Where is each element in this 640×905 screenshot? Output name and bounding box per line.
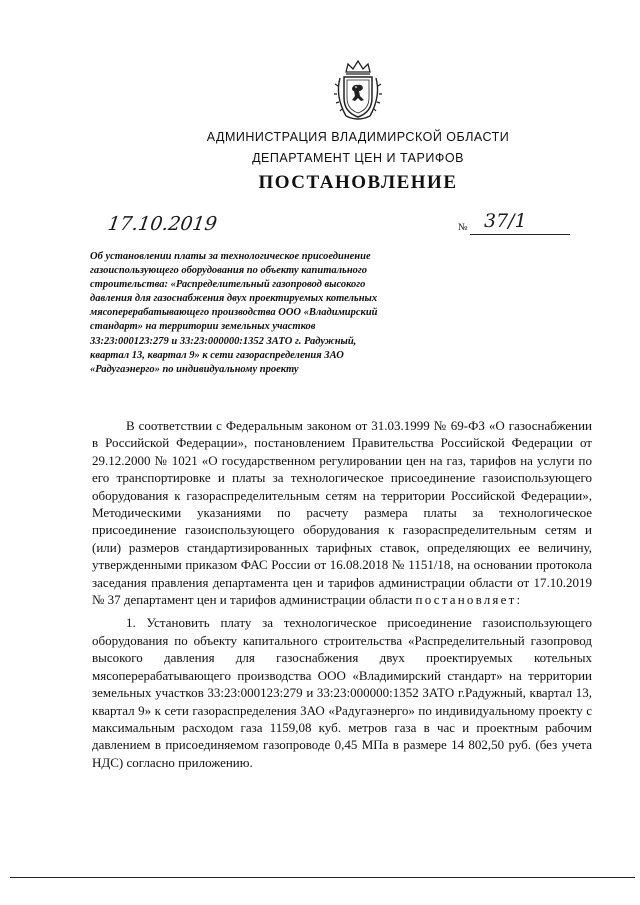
department-name: ДЕПАРТАМЕНТ ЦЕН И ТАРИФОВ [252, 151, 464, 165]
item-1-paragraph: 1. Установить плату за технологическое присоединение газоиспользующего оборудования по объекту капитального строительства «Распределительный газопровод высокого давления для газоснабжения двух проектируемых котельных мясоперерабатывающего производства ООО «Владимирский стандарт» на территории земельных участков 33:23:000123:279 и 33:23:000000:1352 ЗАТО г.Радужный, квартал 13, квартал 9» к сети газораспределения ЗАО «Радугаэнерго» по индивидуальному проекту с максимальным расходом газа 1159,08 куб. метров газа в час и проектным рабочим давлением в присоединяемом газопроводе 0,45 МПа в размере 14 802,50 руб. (без учета НДС) согласно приложению. [92, 615, 592, 770]
document-date: 17.10.2019 [106, 213, 219, 235]
document-number: 37/1 [484, 210, 527, 232]
document-subject: Об установлении платы за технологическое присоединение газоиспользующего оборудования по объекту капитального строительства: «Распределительный газопровод высокого давления для газоснабжения двух проектируемых котельных мясоперерабатывающего производства ООО «Владимирский стандарт» на территории земельных участков 33:23:000123:279 и 33:23:000000:1352 ЗАТО г. Радужный, квартал 13, квартал 9» к сети газораспределения ЗАО «Радугаэнерго» по индивидуальному проекту [90, 251, 378, 375]
organization-name: АДМИНИСТРАЦИЯ ВЛАДИМИРСКОЙ ОБЛАСТИ [206, 130, 510, 144]
number-underline [470, 234, 570, 235]
number-label: № [458, 222, 468, 233]
document-title: ПОСТАНОВЛЕНИЕ [258, 172, 458, 193]
footer-divider [10, 877, 635, 878]
preamble-paragraph [92, 417, 592, 608]
resolves-text: постановляет: [415, 592, 523, 608]
coat-of-arms-icon [332, 58, 384, 122]
document-body [92, 417, 592, 771]
preamble-text: В соответствии с Федеральным законом от 31.03.1999 № 69-ФЗ «О газоснабжении в Российской Федерации», постановлением Правительства Российской Федерации от 29.12.2000 № 1021 «О государственном регулировании цен на газ, тарифов на услуги по его транспортировке и платы за технологическое присоединение газоиспользующего оборудования к газораспределительным сетям на территории Российской Федерации», Методическими указаниями по расчету размера платы за технологическое присоединение газоиспользующего оборудования к газораспределительным сетям и (или) размеров стандартизированных тарифных ставок, определяющих ее величину, утвержденными приказом ФАС России от 16.08.2018 № 1151/18, на основании протокола заседания правления департамента цен и тарифов администрации области от 17.10.2019 № 37 департамент цен и тарифов администрации области [92, 418, 592, 608]
